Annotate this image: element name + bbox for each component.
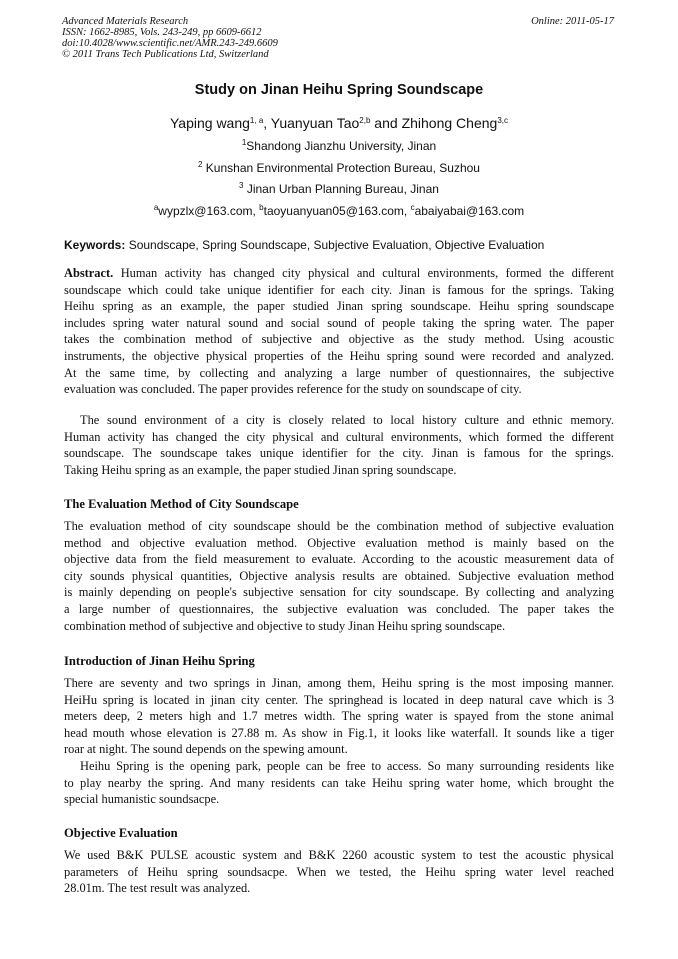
- section-line: Heihu Spring is the opening park, people can be free to access. So many surrounding residents like: [80, 758, 614, 773]
- section-line: a large number of questionnaires, the subjective evaluation was concluded. The paper takes the: [64, 601, 614, 616]
- section-line: head mouth whose elevation is 27.88 m. As show in Fig.1, it looks like waterfall. It sounds like a tiger: [64, 725, 614, 740]
- abstract-line: evaluation was concluded. The paper provides reference for the study on soundscape of city.: [64, 382, 522, 397]
- section-line: roar at night. The sound depends on the spewing amount.: [64, 742, 348, 757]
- doi-line: doi:10.4028/www.scientific.net/AMR.243-249.6609: [62, 38, 278, 49]
- intro-line: soundscape. The soundscape takes unique identifier for the city. Jinan is famous for the springs.: [64, 446, 614, 461]
- section-line: HeiHu spring is located in jinan city center. The springhead is located in deep natural cave which is 3: [64, 692, 614, 707]
- abstract-label: Abstract.: [64, 266, 114, 280]
- section-line: method and objective evaluation method. Objective evaluation method is mainly based on the: [64, 535, 614, 550]
- author-name: Yaping wang: [170, 115, 250, 131]
- section-line: city sounds physical quantities, Objective analysis results are obtained. Subjective evaluation method: [64, 568, 614, 583]
- section-line: special humanistic soundsacpe.: [64, 792, 220, 807]
- abstract-line-text: Human activity has changed city physical and cultural environments, formed the different: [113, 266, 614, 280]
- keywords: [64, 238, 544, 252]
- keywords-text: Soundscape, Spring Soundscape, Subjective Evaluation, Objective Evaluation: [125, 238, 545, 252]
- journal-name: Advanced Materials Research: [62, 16, 189, 27]
- section-heading: Introduction of Jinan Heihu Spring: [64, 654, 255, 668]
- author-name: Yuanyuan Tao: [270, 115, 360, 131]
- section-line: meters deep, 2 meters high and 1.7 metres width. The spring water is spayed from the stone animal: [64, 709, 614, 724]
- affiliation-text: Shandong Jianzhu University, Jinan: [246, 139, 437, 153]
- abstract-line: includes spring water natural sound and social sound of people taking the spring water. The paper: [64, 315, 614, 330]
- section-line: to play nearby the spring. And many residents can take Heihu spring water home, which brought the: [64, 775, 614, 790]
- abstract-line: At the same time, by collecting and analyzing a large number of questionnaires, the subjective: [64, 365, 614, 380]
- author-sup: 1, a: [249, 116, 264, 125]
- affiliation: [0, 139, 678, 153]
- email-address: abaiyabai@163.com: [414, 204, 525, 218]
- section-line: The evaluation method of city soundscape should be the combination method of subjective evaluation: [64, 519, 614, 533]
- email-sup: c: [410, 203, 415, 212]
- intro-line: Taking Heihu spring as an example, the paper studied Jinan spring soundscape.: [64, 462, 457, 477]
- abstract-line: Heihu spring as an example, the paper studied Jinan spring soundscape. Heihu spring soundscape: [64, 299, 614, 314]
- section-line: combination method of subjective and objective to study Jinan Heihu spring soundscape.: [64, 618, 506, 633]
- email-address: wypzlx@163.com,: [158, 204, 260, 218]
- author-separator: ,: [263, 115, 271, 131]
- email-list: [0, 204, 678, 218]
- section-paragraph: [64, 675, 614, 808]
- affiliation: [0, 161, 678, 175]
- author-sup: 2,b: [359, 116, 371, 125]
- affiliation-text: Kunshan Environmental Protection Bureau, Suzhou: [202, 161, 480, 175]
- affiliation-text: Jinan Urban Planning Bureau, Jinan: [243, 182, 439, 196]
- section-paragraph: [64, 518, 614, 634]
- section-line: is mainly depending on people's subjective sensation for city soundscape. By collecting and analyzing: [64, 585, 614, 600]
- affiliation-sup: 2: [198, 160, 203, 169]
- section-heading: The Evaluation Method of City Soundscape: [64, 497, 299, 511]
- section-paragraph: [64, 847, 614, 897]
- affiliation-sup: 3: [239, 181, 244, 190]
- abstract-line: takes the combination method of subjective and objective as the study method. Using acoustic: [64, 332, 614, 347]
- intro-line: The sound environment of a city is closely related to local history culture and ethnic memory.: [80, 413, 614, 427]
- abstract-line: soundscape which could take unique identifier for each city. Jinan is famous for the springs. Taking: [64, 282, 614, 297]
- abstract-line: [64, 265, 614, 282]
- copyright-line: © 2011 Trans Tech Publications Ltd, Switzerland: [62, 49, 269, 60]
- section-line: parameters of Heihu spring soundsacpe. When we tested, the Heihu spring water level reached: [64, 864, 614, 879]
- intro-line: Human activity has changed the city physical and cultural environments, which formed the different: [64, 429, 614, 444]
- author-separator: and: [370, 115, 402, 131]
- section-line: objective data from the field measurement to evaluate. According to the acoustic measurement data of: [64, 552, 614, 567]
- author-name: Zhihong Cheng: [401, 115, 498, 131]
- author-sup: 3,c: [497, 116, 508, 125]
- email-sup: a: [153, 203, 159, 212]
- affiliation-sup: 1: [241, 138, 247, 147]
- email-sup: b: [259, 203, 264, 212]
- section-line: We used B&K PULSE acoustic system and B&K 2260 acoustic system to test the acoustic physical: [64, 848, 614, 862]
- section-heading: Objective Evaluation: [64, 826, 178, 840]
- section-line: There are seventy and two springs in Jinan, among them, Heihu spring is the most imposing manner.: [64, 676, 614, 690]
- keywords-label: Keywords:: [64, 238, 126, 252]
- intro-paragraph: [64, 412, 614, 478]
- issn-line: ISSN: 1662-8985, Vols. 243-249, pp 6609-6612: [62, 27, 262, 38]
- journal-header: [62, 16, 278, 60]
- section-line: 28.01m. The test result was analyzed.: [64, 881, 251, 896]
- paper-title: Study on Jinan Heihu Spring Soundscape: [194, 82, 484, 98]
- abstract-line: instruments, the objective physical properties of the Heihu spring sound were recorded and analyzed.: [64, 348, 614, 363]
- online-date: Online: 2011-05-17: [531, 16, 614, 27]
- affiliation: [0, 182, 678, 196]
- abstract: [64, 265, 614, 398]
- email-address: taoyuanyuan05@163.com,: [263, 204, 411, 218]
- author-list: [0, 115, 678, 131]
